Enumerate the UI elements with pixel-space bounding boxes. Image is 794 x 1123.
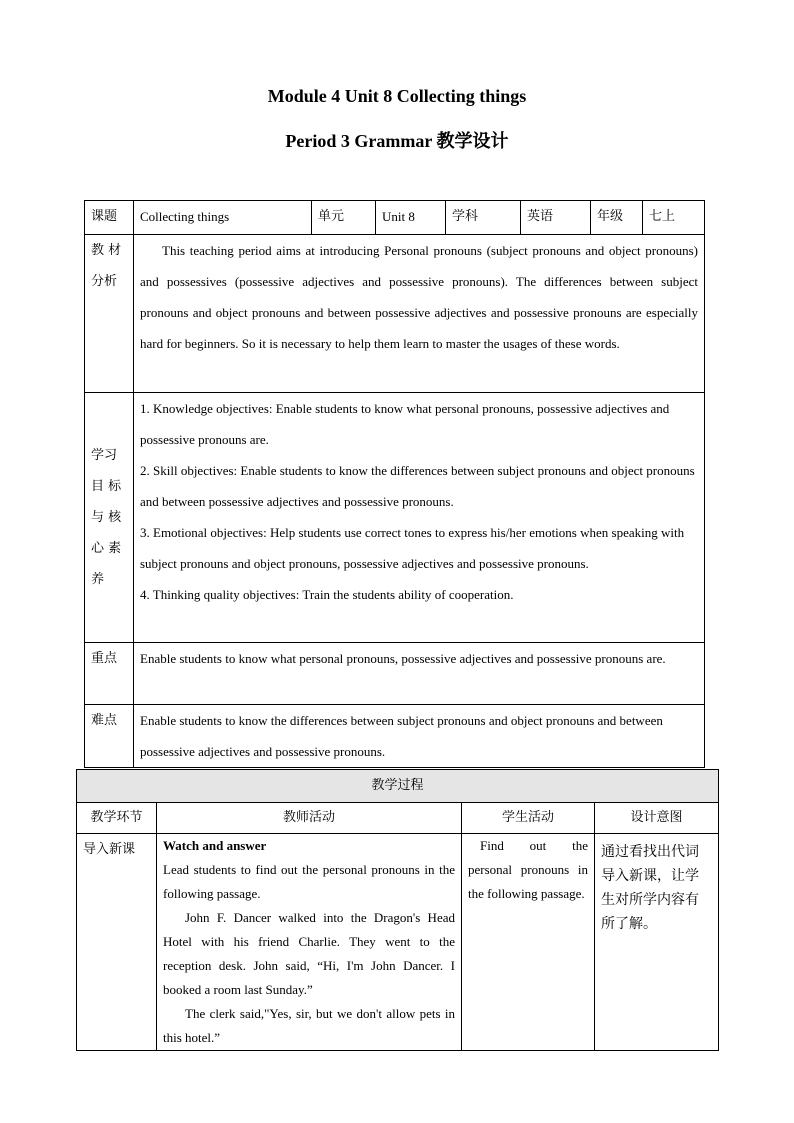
page-title: Module 4 Unit 8 Collecting things — [267, 86, 527, 106]
key-points-label: 重点 — [85, 643, 134, 705]
teacher-activity-title: Watch and answer — [163, 838, 267, 853]
teaching-process-table — [76, 769, 719, 1051]
analysis-label-line1: 教 材 — [91, 243, 122, 258]
analysis-label-line2: 分析 — [91, 274, 118, 289]
teacher-activity-passage: The clerk said,"Yes, sir, but we don't allow pets in this hotel.” — [163, 1006, 455, 1045]
objectives-label-line: 养 — [91, 572, 105, 587]
analysis-label — [85, 235, 134, 393]
teacher-activity-passage: John F. Dancer walked into the Dragon's Head Hotel with his friend Charlie. They went to the reception desk. John said, “Hi, I'm John Dancer. I booked a room last Sunday.” — [163, 910, 455, 997]
subject-label: 学科 — [446, 201, 521, 235]
grade-label: 年级 — [591, 201, 643, 235]
design-intent-cell: 通过看找出代词导入新课，让学生对所学内容有所了解。 — [595, 834, 719, 1051]
objectives-label-line: 与 核 — [91, 510, 122, 525]
difficulties-label: 难点 — [85, 705, 134, 768]
objectives-label — [85, 393, 134, 643]
objective-item: 2. Skill objectives: Enable students to know the differences between subject pronouns and object pronouns and between possessive adjectives and possessive pronouns. — [140, 463, 695, 509]
stage-cell: 导入新课 — [77, 834, 157, 1051]
topic-label: 课题 — [85, 201, 134, 235]
objectives-label-line: 学习 — [91, 448, 118, 463]
difficulties-text: Enable students to know the differences between subject pronouns and object pronouns and between possessive adjectives and possessive pronouns. — [134, 705, 705, 768]
key-points-text: Enable students to know what personal pronouns, possessive adjectives and possessive pronouns are. — [134, 643, 705, 705]
objectives-list — [134, 393, 705, 643]
objective-item: 4. Thinking quality objectives: Train the students ability of cooperation. — [140, 587, 514, 602]
teacher-activity-intro: Lead students to find out the personal pronouns in the following passage. — [163, 862, 455, 901]
column-intent: 设计意图 — [595, 803, 719, 834]
unit-value: Unit 8 — [376, 201, 446, 235]
column-stage: 教学环节 — [77, 803, 157, 834]
objectives-label-line: 心 素 — [91, 541, 122, 556]
page-subtitle: Period 3 Grammar 教学设计 — [285, 131, 509, 151]
process-header: 教学过程 — [77, 770, 719, 803]
analysis-text: This teaching period aims at introducing Personal pronouns (subject pronouns and object pronouns) and possessives (possessive adjectives and possessive pronouns). The differences between subject pronouns and object pronouns and between possessive adjectives and possessive pronouns are especially hard for beginners. So it is necessary to help them learn to master the usages of these words. — [134, 235, 705, 393]
column-teacher: 教师活动 — [157, 803, 462, 834]
student-activity-cell: Find out the personal pronouns in the following passage. — [462, 834, 595, 1051]
lesson-info-table — [84, 200, 705, 768]
objective-item: 3. Emotional objectives: Help students use correct tones to express his/her emotions when speaking with subject pronouns and object pronouns, possessive adjectives and possessive pronouns. — [140, 525, 685, 571]
teacher-activity-cell — [157, 834, 462, 1051]
topic-value: Collecting things — [134, 201, 312, 235]
unit-label: 单元 — [312, 201, 376, 235]
objective-item: 1. Knowledge objectives: Enable students to know what personal pronouns, possessive adjectives and possessive pronouns are. — [140, 401, 670, 447]
objectives-label-line: 目 标 — [91, 479, 122, 494]
grade-value: 七上 — [643, 201, 705, 235]
subject-value: 英语 — [521, 201, 591, 235]
column-student: 学生活动 — [462, 803, 595, 834]
